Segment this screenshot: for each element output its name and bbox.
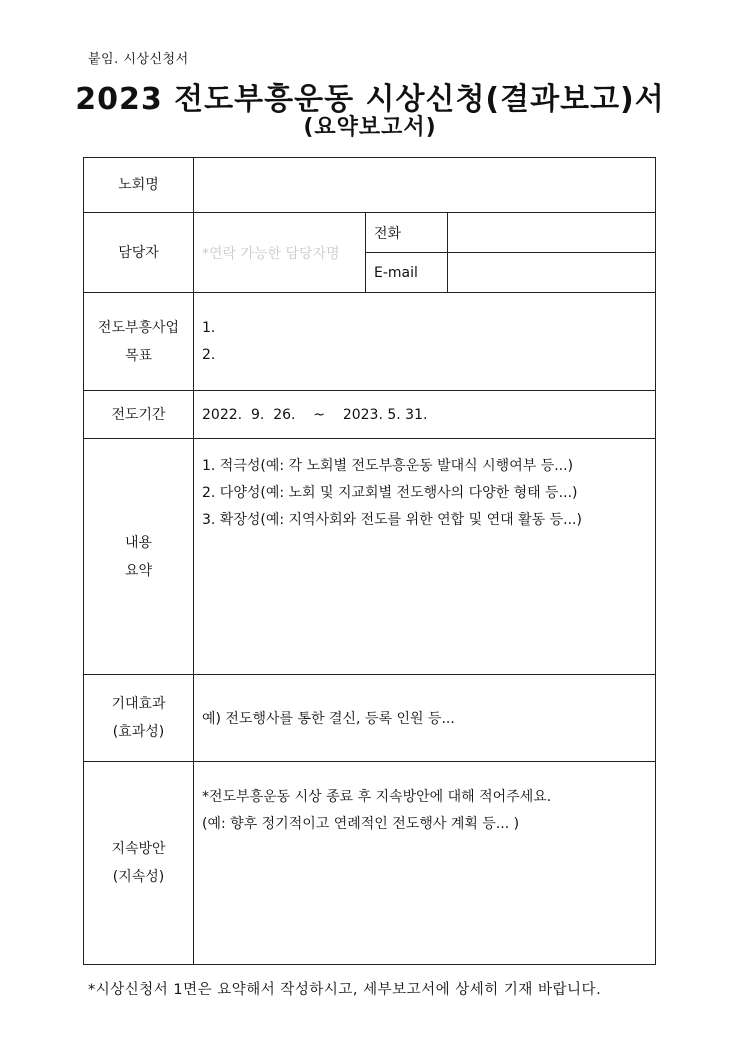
summary-input[interactable]	[194, 439, 656, 675]
attachment-label: 붙임. 시상신청서	[88, 52, 189, 67]
effect-row	[84, 675, 656, 762]
email-input[interactable]	[448, 253, 656, 293]
email-label: E-mail	[366, 253, 448, 293]
footer-note: *시상신청서 1면은 요약해서 작성하시고, 세부보고서에 상세히 기재 바랍니다.	[88, 982, 602, 998]
document-subtitle: (요약보고서)	[303, 115, 437, 140]
summary-item: 3. 확장성(예: 지역사회와 전도를 위한 연합 및 연대 활동 등...)	[202, 512, 582, 528]
phone-input[interactable]	[448, 213, 656, 253]
summary-item: 1. 적극성(예: 각 노회별 전도부흥운동 발대식 시행여부 등...)	[202, 458, 574, 474]
council-row	[84, 158, 656, 213]
summary-row	[84, 439, 656, 675]
effect-input[interactable]: 예) 전도행사를 통한 결신, 등록 인원 등...	[194, 675, 656, 762]
sustain-label: 지속방안 (지속성)	[84, 762, 194, 965]
period-row	[84, 391, 656, 439]
goal-label: 전도부흥사업 목표	[84, 293, 194, 391]
council-label: 노회명	[84, 158, 194, 213]
summary-item: 2. 다양성(예: 노회 및 지교회별 전도행사의 다양한 형태 등...)	[202, 485, 578, 501]
sustain-row	[84, 762, 656, 965]
document-title: 2023 전도부흥운동 시상신청(결과보고)서	[75, 82, 665, 117]
sustain-input[interactable]: *전도부흥운동 시상 종료 후 지속방안에 대해 적어주세요. (예: 향후 정기적이고 연례적인 전도행사 계획 등... )	[194, 762, 656, 965]
contact-label: 담당자	[84, 213, 194, 293]
contact-input[interactable]	[194, 213, 366, 293]
contact-placeholder: *연락 가능한 담당자명	[202, 245, 340, 262]
period-input[interactable]: 2022. 9. 26. ~ 2023. 5. 31.	[194, 391, 656, 439]
goal-input[interactable]: 1. 2.	[194, 293, 656, 391]
council-input[interactable]	[194, 158, 656, 213]
application-form-table	[83, 157, 656, 965]
summary-label: 내용 요약	[84, 439, 194, 675]
contact-row	[84, 213, 656, 253]
phone-label: 전화	[366, 213, 448, 253]
period-label: 전도기간	[84, 391, 194, 439]
goal-row	[84, 293, 656, 391]
effect-label: 기대효과 (효과성)	[84, 675, 194, 762]
